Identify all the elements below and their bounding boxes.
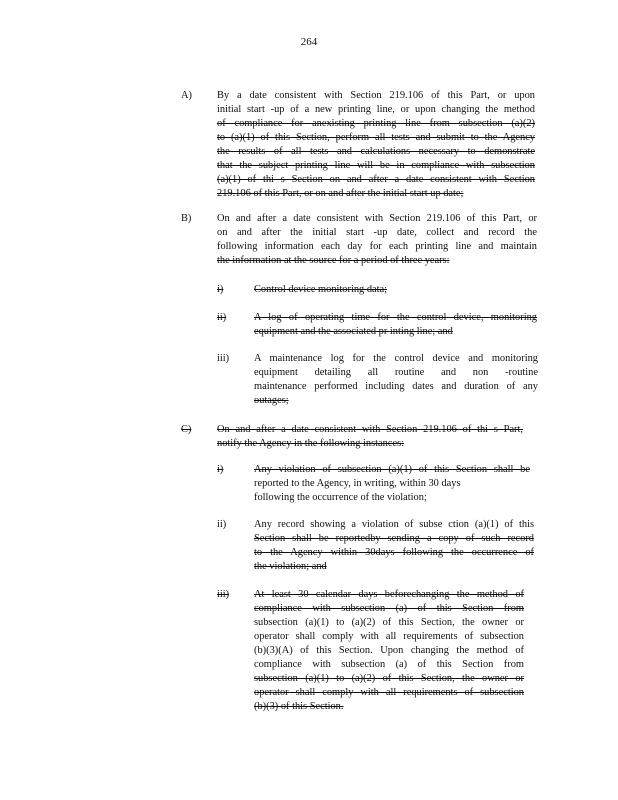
item-c-i-line: following the occurrence of the violation; [254, 492, 427, 503]
item-c-iii-label: iii) [217, 589, 230, 600]
item-c-ii-line: to the Agency within 30days following the occurrence of [254, 547, 534, 558]
item-b-ii-line: equipment and the associated pr inting line; and [254, 326, 453, 337]
page-number: 264 [300, 36, 318, 48]
item-c-ii-label: ii) [217, 519, 227, 530]
item-c-iii [254, 588, 524, 714]
item-c-i-line: Any violation of subsection (a)(1) of this Section shall be [254, 464, 530, 475]
item-b-iii-label: iii) [217, 353, 230, 364]
paragraph-b-label: B) [181, 213, 192, 224]
item-c-iii-line: operator shall comply with all requirements of subsection [254, 687, 524, 698]
paragraph-a-line: By a date consistent with Section 219.106 of this Part, or upon [217, 90, 535, 101]
item-b-i-line: Control device monitoring data; [254, 284, 388, 295]
item-c-iii-line: (b)(3) of this Section. [254, 701, 344, 712]
item-c-iii-line: compliance with subsection (a) of this Section from [254, 603, 524, 614]
paragraph-a [217, 89, 535, 201]
paragraph-b-line: the information at the source for a period of three years: [217, 255, 450, 266]
paragraph-a-line: initial start -up of a new printing line, or upon changing the method [217, 104, 535, 115]
paragraph-c-line: On and after a date consistent with Section 219.106 of thi s Part, [217, 424, 523, 435]
item-c-ii-line: Any record showing a violation of subse ction (a)(1) of this [254, 519, 534, 530]
item-c-iii-line: operator shall comply with all requirements of subsection [254, 631, 524, 642]
item-c-ii-line: Section shall be reportedby sending a copy of such record [254, 533, 534, 544]
paragraph-b-line: following information each day for each printing line and maintain [217, 241, 537, 252]
paragraph-b [217, 212, 537, 268]
paragraph-c-line: notify the Agency in the following instances: [217, 438, 404, 449]
item-b-iii-line: A maintenance log for the control device and monitoring [254, 353, 538, 364]
item-b-iii [254, 352, 538, 408]
paragraph-a-line: of compliance for anexisting printing line from subsection (a)(2) [217, 118, 535, 129]
item-c-iii-line: At least 30 calendar days beforechanging the method of [254, 589, 524, 600]
item-b-iii-line: equipment detailing all routine and non -routine [254, 367, 538, 378]
paragraph-c-label: C) [181, 424, 192, 435]
item-b-i [254, 283, 407, 297]
item-c-i-label: i) [217, 464, 224, 475]
paragraph-b-line: on and after the initial start -up date, collect and record the [217, 227, 537, 238]
paragraph-c [217, 423, 523, 451]
item-b-i-label: i) [217, 284, 224, 295]
paragraph-a-line: that the subject printing line will be in compliance with subsection [217, 160, 535, 171]
item-c-ii-line: the violation; and [254, 561, 327, 572]
item-b-iii-line: outages; [254, 395, 289, 406]
paragraph-a-line: the results of all tests and calculations necessary to demonstrate [217, 146, 535, 157]
item-b-ii [254, 311, 537, 339]
item-c-iii-line: subsection (a)(1) to (a)(2) of this Section, the owner or [254, 673, 524, 684]
item-c-i-line: reported to the Agency, in writing, within 30 days [254, 478, 461, 489]
paragraph-a-line: 219.106 of this Part, or on and after the initial start up date; [217, 188, 464, 199]
item-c-i [254, 463, 530, 505]
paragraph-b-line: On and after a date consistent with Section 219.106 of this Part, or [217, 213, 537, 224]
item-b-ii-label: ii) [217, 312, 227, 323]
paragraph-a-line: (a)(1) of thi s Section on and after a date consistent with Section [217, 174, 535, 185]
paragraph-a-label: A) [181, 90, 192, 101]
paragraph-a-line: to (a)(1) of this Section, perform all tests and submit to the Agency [217, 132, 535, 143]
item-c-iii-line: (b)(3)(A) of this Section. Upon changing the method of [254, 645, 524, 656]
item-c-iii-line: compliance with subsection (a) of this Section from [254, 659, 524, 670]
item-c-ii [254, 518, 534, 574]
item-c-iii-line: subsection (a)(1) to (a)(2) of this Section, the owner or [254, 617, 524, 628]
item-b-ii-line: A log of operating time for the control device, monitoring [254, 312, 537, 323]
item-b-iii-line: maintenance performed including dates and duration of any [254, 381, 538, 392]
